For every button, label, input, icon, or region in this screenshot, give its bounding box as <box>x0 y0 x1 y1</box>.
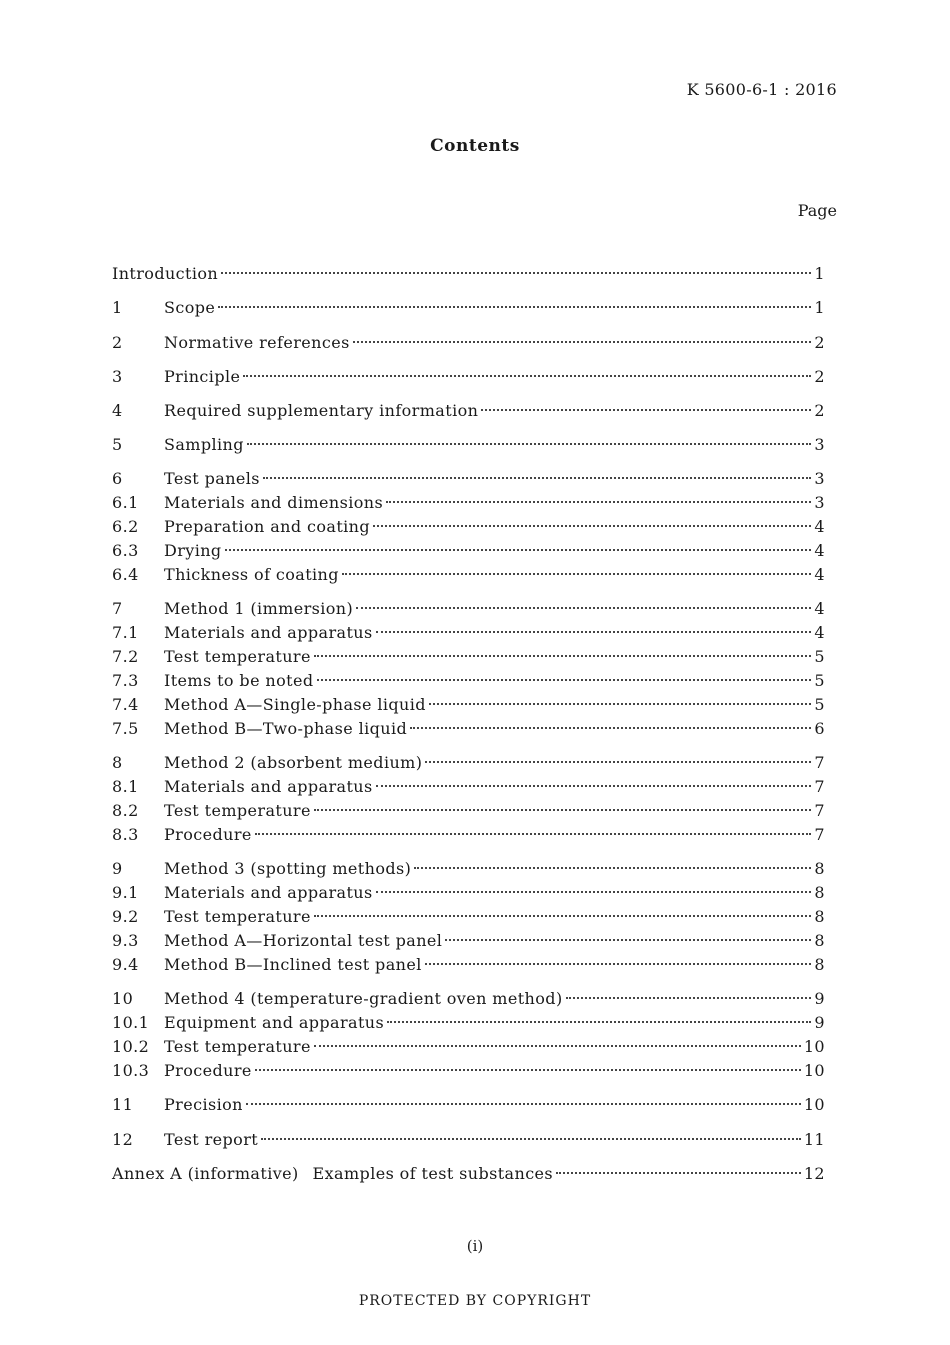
dot-leader <box>246 1103 801 1105</box>
toc-entry-page: 2 <box>814 401 825 420</box>
toc-entry-page: 4 <box>814 541 825 560</box>
contents-heading: Contents <box>430 136 520 156</box>
toc-entry[interactable] <box>112 515 825 539</box>
dot-leader <box>314 655 812 657</box>
toc-entry[interactable] <box>112 823 825 847</box>
dot-leader <box>247 443 812 445</box>
dot-leader <box>255 1069 801 1071</box>
toc-entry-number: 7.4 <box>112 695 139 714</box>
toc-entry[interactable] <box>112 365 825 389</box>
toc-entry[interactable] <box>112 987 825 1011</box>
toc-entry-title: Test temperature <box>164 1037 311 1056</box>
footer-page-number: (i) <box>466 1237 484 1255</box>
dot-leader <box>314 809 812 811</box>
toc-entry-title: Method 2 (absorbent medium) <box>164 753 423 772</box>
toc-entry-page: 1 <box>814 298 825 317</box>
toc-entry-page: 5 <box>814 647 825 666</box>
toc-entry[interactable] <box>112 563 825 587</box>
dot-leader <box>353 341 812 343</box>
toc-entry-number: 10 <box>112 989 134 1008</box>
toc-entry-title: Method 4 (temperature-gradient oven method) <box>164 989 563 1008</box>
toc-entry-title: Annex A (informative) Examples of test substances <box>112 1164 554 1183</box>
toc-entry-number: 6.1 <box>112 493 139 512</box>
copyright-notice: PROTECTED BY COPYRIGHT <box>358 1293 592 1309</box>
toc-entry-page: 9 <box>814 1013 825 1032</box>
toc-entry[interactable] <box>112 1128 825 1152</box>
toc-entry-page: 8 <box>814 955 825 974</box>
document-id: K 5600-6-1 : 2016 <box>686 80 837 99</box>
toc-entry-number: 7.5 <box>112 719 139 738</box>
toc-entry-title: Scope <box>164 298 216 317</box>
toc-entry-number: 9.1 <box>112 883 139 902</box>
toc-entry-number: 8.3 <box>112 825 139 844</box>
dot-leader <box>481 409 811 411</box>
toc-entry-page: 4 <box>814 517 825 536</box>
toc-entry-page: 7 <box>814 753 825 772</box>
toc-entry[interactable] <box>112 296 825 320</box>
toc-entry[interactable] <box>112 491 825 515</box>
toc-entry-page: 10 <box>803 1095 825 1114</box>
toc-entry[interactable] <box>112 799 825 823</box>
dot-leader <box>556 1172 801 1174</box>
dot-leader <box>317 679 812 681</box>
toc-entry-page: 8 <box>814 859 825 878</box>
toc-entry-number: 7.3 <box>112 671 139 690</box>
toc-entry-page: 8 <box>814 907 825 926</box>
toc-entry[interactable] <box>112 857 825 881</box>
toc-entry-number: 6.2 <box>112 517 139 536</box>
toc-entry-page: 2 <box>814 333 825 352</box>
toc-entry-page: 10 <box>803 1061 825 1080</box>
toc-entry-number: 7.2 <box>112 647 139 666</box>
toc-entry-title: Materials and dimensions <box>164 493 384 512</box>
dot-leader <box>425 963 812 965</box>
dot-leader <box>410 727 811 729</box>
dot-leader <box>414 867 811 869</box>
toc-entry-number: 2 <box>112 333 123 352</box>
toc-entry-number: 6.4 <box>112 565 139 584</box>
toc-entry[interactable] <box>112 399 825 423</box>
dot-leader <box>263 477 811 479</box>
toc-entry-title: Materials and apparatus <box>164 623 373 642</box>
toc-entry-number: 5 <box>112 435 123 454</box>
dot-leader <box>387 1021 811 1023</box>
dot-leader <box>376 785 812 787</box>
toc-entry[interactable] <box>112 929 825 953</box>
toc-entry-number: 8.1 <box>112 777 139 796</box>
toc-entry-page: 7 <box>814 777 825 796</box>
toc-entry[interactable] <box>112 1162 825 1186</box>
toc-entry-number: 1 <box>112 298 123 317</box>
toc-entry-title: Test temperature <box>164 801 311 820</box>
dot-leader <box>429 703 811 705</box>
toc-entry-title: Test temperature <box>164 647 311 666</box>
toc-entry-page: 10 <box>803 1037 825 1056</box>
toc-entry-number: 8 <box>112 753 123 772</box>
toc-entry-number: 7.1 <box>112 623 139 642</box>
toc-entry-page: 4 <box>814 599 825 618</box>
toc-entry-number: 9 <box>112 859 123 878</box>
toc-entry-page: 7 <box>814 825 825 844</box>
toc-entry[interactable] <box>112 1059 825 1083</box>
toc-entry-number: 3 <box>112 367 123 386</box>
toc-entry-title: Thickness of coating <box>164 565 339 584</box>
toc-entry-page: 11 <box>803 1130 825 1149</box>
toc-entry[interactable] <box>112 669 825 693</box>
dot-leader <box>373 525 811 527</box>
dot-leader <box>218 306 811 308</box>
toc-entry-title: Procedure <box>164 1061 252 1080</box>
dot-leader <box>255 833 812 835</box>
toc-entry-title: Drying <box>164 541 222 560</box>
dot-leader <box>445 939 811 941</box>
toc-entry-title: Principle <box>164 367 241 386</box>
dot-leader <box>225 549 812 551</box>
dot-leader <box>243 375 811 377</box>
toc-entry-title: Required supplementary information <box>164 401 479 420</box>
toc-entry[interactable] <box>112 262 825 286</box>
toc-entry-title: Materials and apparatus <box>164 777 373 796</box>
toc-entry[interactable] <box>112 621 825 645</box>
toc-entry-number: 11 <box>112 1095 134 1114</box>
toc-entry-title: Materials and apparatus <box>164 883 373 902</box>
toc-entry-page: 3 <box>814 435 825 454</box>
toc-entry-number: 9.3 <box>112 931 139 950</box>
toc-entry[interactable] <box>112 1093 825 1117</box>
toc-entry-page: 12 <box>803 1164 825 1183</box>
toc-entry[interactable] <box>112 331 825 355</box>
toc-entry-page: 5 <box>814 695 825 714</box>
toc-entry[interactable] <box>112 751 825 775</box>
dot-leader <box>314 1045 801 1047</box>
dot-leader <box>221 272 811 274</box>
toc-entry[interactable] <box>112 539 825 563</box>
toc-entry[interactable] <box>112 467 825 491</box>
toc-entry-number: 4 <box>112 401 123 420</box>
toc-entry-number: 10.2 <box>112 1037 150 1056</box>
toc-entry-title: Precision <box>164 1095 243 1114</box>
toc-entry[interactable] <box>112 1035 825 1059</box>
toc-entry[interactable] <box>112 905 825 929</box>
toc-entry-page: 2 <box>814 367 825 386</box>
toc-entry-page: 1 <box>814 264 825 283</box>
toc-entry-title: Test report <box>164 1130 259 1149</box>
toc-entry-page: 7 <box>814 801 825 820</box>
toc-entry-title: Items to be noted <box>164 671 314 690</box>
toc-entry[interactable] <box>112 693 825 717</box>
toc-entry-title: Method A—Horizontal test panel <box>164 931 443 950</box>
toc-entry-title: Sampling <box>164 435 244 454</box>
toc-entry-page: 5 <box>814 671 825 690</box>
dot-leader <box>261 1138 801 1140</box>
toc-entry-page: 3 <box>814 469 825 488</box>
toc-entry-title: Method A—Single-phase liquid <box>164 695 426 714</box>
toc-entry-title: Method B—Two-phase liquid <box>164 719 408 738</box>
dot-leader <box>386 501 811 503</box>
toc-entry-title: Procedure <box>164 825 252 844</box>
toc-entry-title: Preparation and coating <box>164 517 371 536</box>
toc-entry-title: Equipment and apparatus <box>164 1013 385 1032</box>
dot-leader <box>566 997 812 999</box>
toc-entry-number: 9.4 <box>112 955 139 974</box>
toc-entry[interactable] <box>112 645 825 669</box>
dot-leader <box>376 891 812 893</box>
toc-entry-page: 8 <box>814 931 825 950</box>
toc-entry[interactable] <box>112 597 825 621</box>
dot-leader <box>314 915 812 917</box>
toc-entry[interactable] <box>112 717 825 741</box>
toc-entry-title: Method 3 (spotting methods) <box>164 859 412 878</box>
toc-entry-page: 8 <box>814 883 825 902</box>
toc-entry-number: 6.3 <box>112 541 139 560</box>
toc-entry-title: Method B—Inclined test panel <box>164 955 422 974</box>
toc-entry[interactable] <box>112 953 825 977</box>
toc-entry[interactable] <box>112 1011 825 1035</box>
toc-entry-title: Test panels <box>164 469 260 488</box>
dot-leader <box>425 761 811 763</box>
dot-leader <box>342 573 812 575</box>
toc-entry-title: Normative references <box>164 333 350 352</box>
toc-entry-page: 4 <box>814 565 825 584</box>
toc-entry[interactable] <box>112 881 825 905</box>
toc-entry[interactable] <box>112 775 825 799</box>
toc-entry-title: Introduction <box>112 264 219 283</box>
toc-entry-number: 8.2 <box>112 801 139 820</box>
toc-entry-page: 6 <box>814 719 825 738</box>
dot-leader <box>356 607 811 609</box>
toc-entry-number: 9.2 <box>112 907 139 926</box>
toc-entry-page: 4 <box>814 623 825 642</box>
toc-entry-number: 10.3 <box>112 1061 150 1080</box>
toc-entry-page: 3 <box>814 493 825 512</box>
toc-entry-number: 6 <box>112 469 123 488</box>
toc-entry-page: 9 <box>814 989 825 1008</box>
toc-entry-title: Test temperature <box>164 907 311 926</box>
toc-entry-title: Method 1 (immersion) <box>164 599 354 618</box>
toc-entry-number: 10.1 <box>112 1013 150 1032</box>
toc-entry-number: 12 <box>112 1130 134 1149</box>
toc-entry-number: 7 <box>112 599 123 618</box>
toc-entry[interactable] <box>112 433 825 457</box>
page-column-label: Page <box>797 201 837 220</box>
dot-leader <box>376 631 812 633</box>
